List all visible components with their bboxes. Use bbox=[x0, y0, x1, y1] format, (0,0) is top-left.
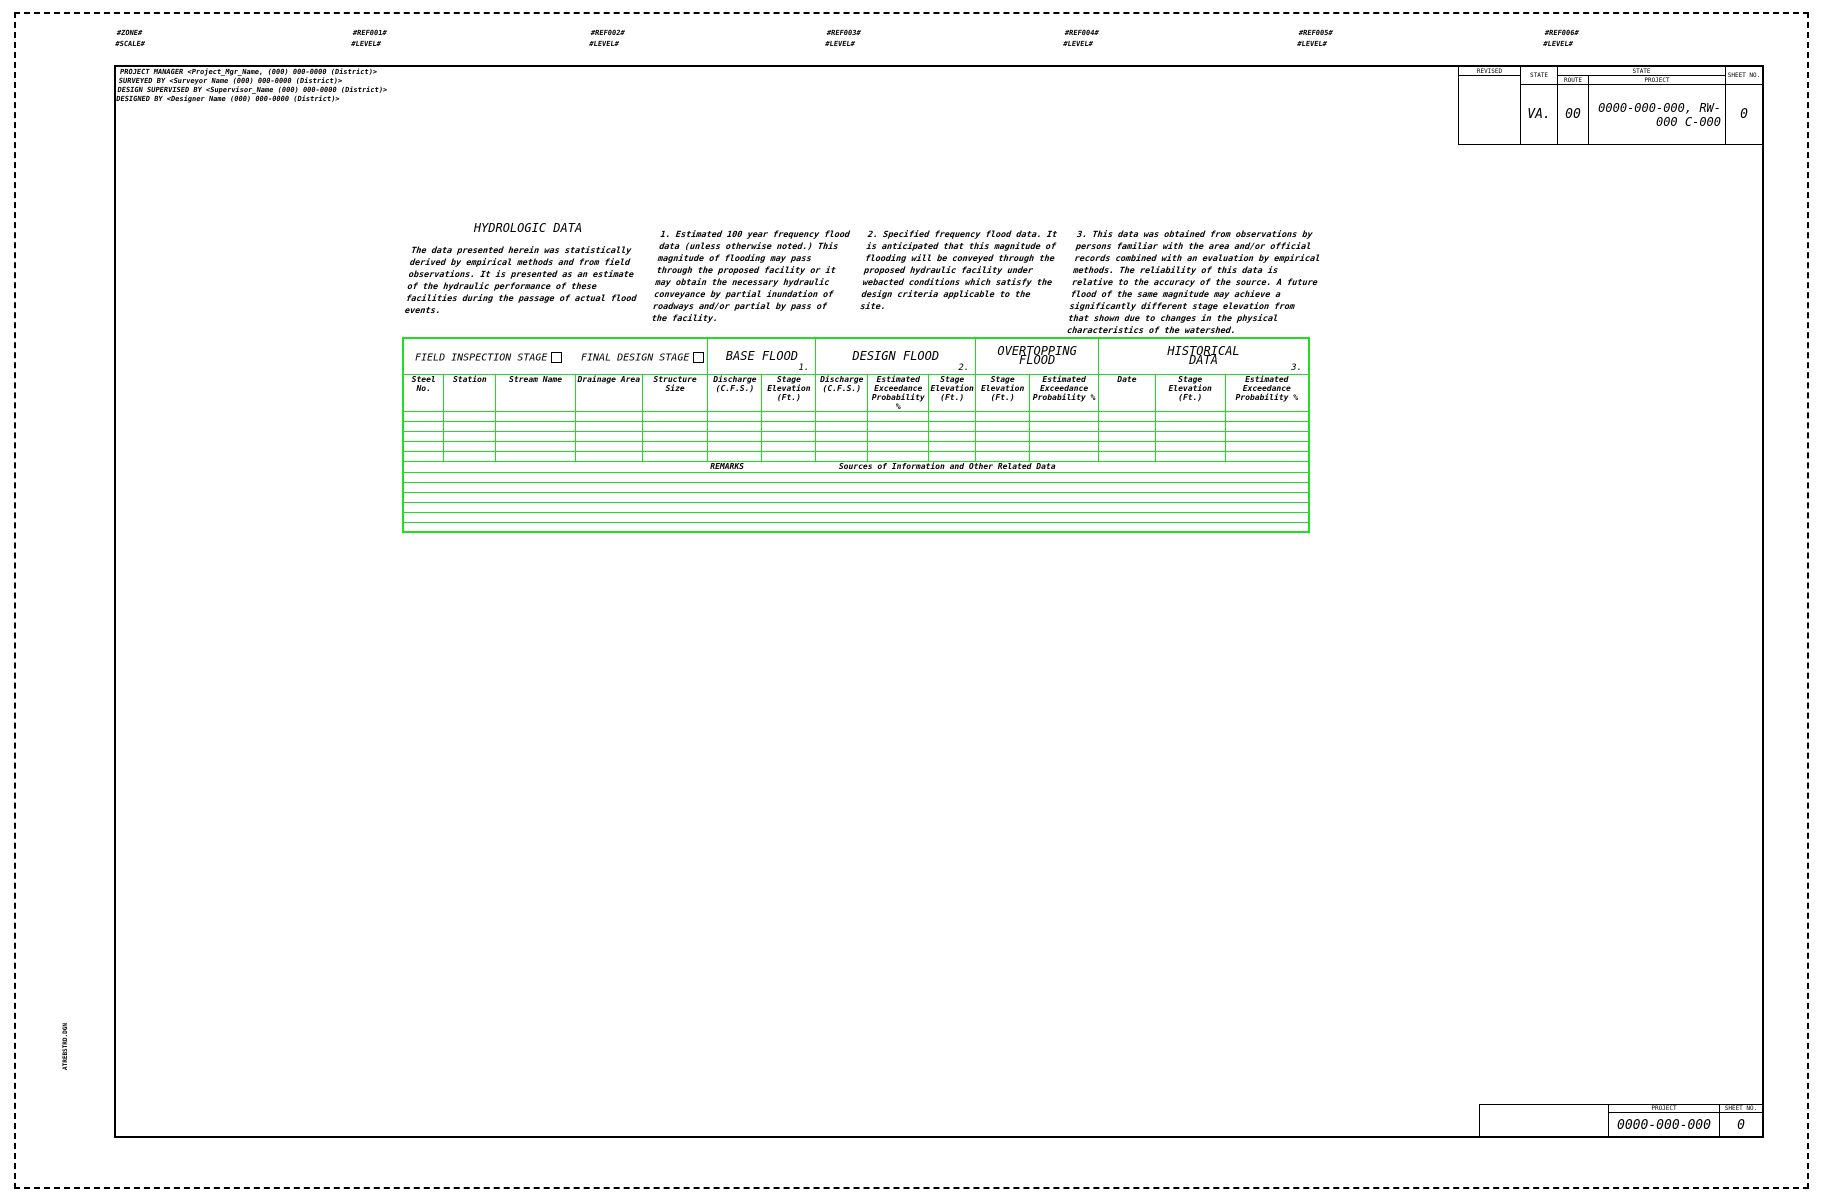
overtopping-flood-header: OVERTOPPING FLOOD bbox=[976, 338, 1099, 374]
bottom-project-header: PROJECT bbox=[1609, 1105, 1720, 1113]
remarks-line bbox=[403, 512, 1309, 522]
final-design-label: FINAL DESIGN STAGE bbox=[581, 352, 690, 364]
state-header: STATE bbox=[1521, 67, 1558, 85]
hydrologic-table bbox=[402, 337, 1310, 533]
state-top-header: STATE bbox=[1558, 67, 1726, 76]
note-2: 2. Specified frequency flood data. It is anticipated that this magnitude of flooding will be conveyed through the proposed hydraulic facility under webacted conditions which satisfy the design criteria applicable to the site. bbox=[859, 230, 1058, 312]
ref-001: #REF001# #LEVEL# bbox=[350, 29, 388, 48]
base-flood-header: BASE FLOOD 1. bbox=[708, 338, 816, 374]
ref-005: #REF005# #LEVEL# bbox=[1296, 29, 1334, 48]
hydrologic-intro: The data presented herein was statistically derived by empirical methods and from field observations. It is presented as an estimate of the hydraulic performance of these facilities during the passage of actual flood events. bbox=[404, 246, 637, 316]
field-inspection-label: FIELD INSPECTION STAGE bbox=[415, 352, 548, 364]
remarks-line bbox=[403, 492, 1309, 502]
design-supervised-line: DESIGN SUPERVISED BY <Supervisor_Name (000) 000-0000 (District)> bbox=[116, 86, 388, 94]
remarks-row bbox=[403, 461, 1309, 472]
surveyed-by-line: SURVEYED BY <Surveyor Name (000) 000-0000 (District)> bbox=[118, 77, 343, 85]
title-block bbox=[1458, 66, 1763, 145]
designed-by-line: DESIGNED BY <Designer Name (000) 000-0000 (District)> bbox=[115, 95, 341, 103]
col-structure-size: Structure Size bbox=[642, 374, 708, 411]
project-header: PROJECT bbox=[1589, 76, 1726, 85]
sources-label: Sources of Information and Other Related Data bbox=[838, 461, 1056, 471]
col-base-stage: Stage Elevation (Ft.) bbox=[762, 374, 816, 411]
sheet-no-header: SHEET NO. bbox=[1726, 67, 1763, 85]
design-flood-header: DESIGN FLOOD 2. bbox=[816, 338, 976, 374]
table-row bbox=[403, 431, 1309, 441]
project-manager-line: PROJECT MANAGER <Project_Mgr_Name, (000) 000-0000 (District)> bbox=[119, 68, 378, 76]
sheet-frame bbox=[114, 65, 1764, 1138]
project-info bbox=[115, 68, 480, 104]
col-hist-stage: Stage Elevation (Ft.) bbox=[1155, 374, 1225, 411]
stage-spacer bbox=[403, 338, 708, 374]
bottom-title-block bbox=[1479, 1104, 1763, 1138]
ref-006: #REF006# #LEVEL# bbox=[1542, 29, 1580, 48]
col-station: Station bbox=[444, 374, 496, 411]
bottom-sheet-header: SHEET NO. bbox=[1720, 1105, 1763, 1113]
remarks-line bbox=[403, 472, 1309, 482]
historical-data-header: HISTORICAL DATA 3. bbox=[1099, 338, 1309, 374]
state-value: VA. bbox=[1521, 85, 1558, 145]
bottom-project-value: 0000-000-000 bbox=[1609, 1113, 1720, 1138]
note-1: 1. Estimated 100 year frequency flood data (unless otherwise noted.) This magnitude of flooding may pass through the proposed facility or it may obtain the necessary hydraulic conveyance by partial inundation of roadways and/or partial by pass of the facility. bbox=[651, 230, 851, 324]
ref-004: #REF004# #LEVEL# bbox=[1062, 29, 1100, 48]
revised-header: REVISED bbox=[1459, 67, 1521, 76]
note-3: 3. This data was obtained from observations by persons familiar with the area and/or official records combined with an evaluation by empirical methods. The reliability of this data is relative to the accuracy of the source. A future flood of the same magnitude may achieve a significantly different stage elevation from that shown due to changes in the physical characteristics of the watershed. bbox=[1066, 230, 1321, 336]
side-file-label: ATREBSTRD.DGN bbox=[62, 1023, 69, 1070]
remarks-line bbox=[403, 522, 1309, 532]
remarks-line bbox=[403, 502, 1309, 512]
route-value: 00 bbox=[1558, 85, 1589, 145]
bottom-sheet-value: 0 bbox=[1720, 1113, 1763, 1138]
bottom-blank-cell bbox=[1480, 1105, 1609, 1138]
sheet-no-value: 0 bbox=[1726, 85, 1763, 145]
col-stream-name: Stream Name bbox=[496, 374, 576, 411]
ref-zone: #ZONE# #SCALE# bbox=[114, 29, 146, 48]
col-hist-date: Date bbox=[1099, 374, 1156, 411]
col-steel-no: Steel No. bbox=[403, 374, 444, 411]
col-hist-probability: Estimated Exceedance Probability % bbox=[1225, 374, 1309, 411]
project-value: 0000-000-000, RW-000 C-000 bbox=[1589, 85, 1726, 145]
remarks-line bbox=[403, 482, 1309, 492]
remarks-label: REMARKS bbox=[710, 461, 744, 471]
col-drainage-area: Drainage Area bbox=[575, 374, 642, 411]
table-row bbox=[403, 451, 1309, 461]
col-base-discharge: Discharge (C.F.S.) bbox=[708, 374, 762, 411]
ref-002: #REF002# #LEVEL# bbox=[588, 29, 626, 48]
revised-cell bbox=[1459, 76, 1521, 145]
col-design-probability: Estimated Exceedance Probability % bbox=[868, 374, 929, 411]
col-overtop-stage: Stage Elevation (Ft.) bbox=[976, 374, 1030, 411]
hydrologic-data-title: HYDROLOGIC DATA bbox=[473, 221, 583, 235]
route-header: ROUTE bbox=[1558, 76, 1589, 85]
col-overtop-probability: Estimated Exceedance Probability % bbox=[1030, 374, 1099, 411]
table-row bbox=[403, 441, 1309, 451]
table-row bbox=[403, 411, 1309, 421]
ref-003: #REF003# #LEVEL# bbox=[824, 29, 862, 48]
table-row bbox=[403, 421, 1309, 431]
col-design-stage: Stage Elevation (Ft.) bbox=[929, 374, 976, 411]
col-design-discharge: Discharge (C.F.S.) bbox=[816, 374, 868, 411]
